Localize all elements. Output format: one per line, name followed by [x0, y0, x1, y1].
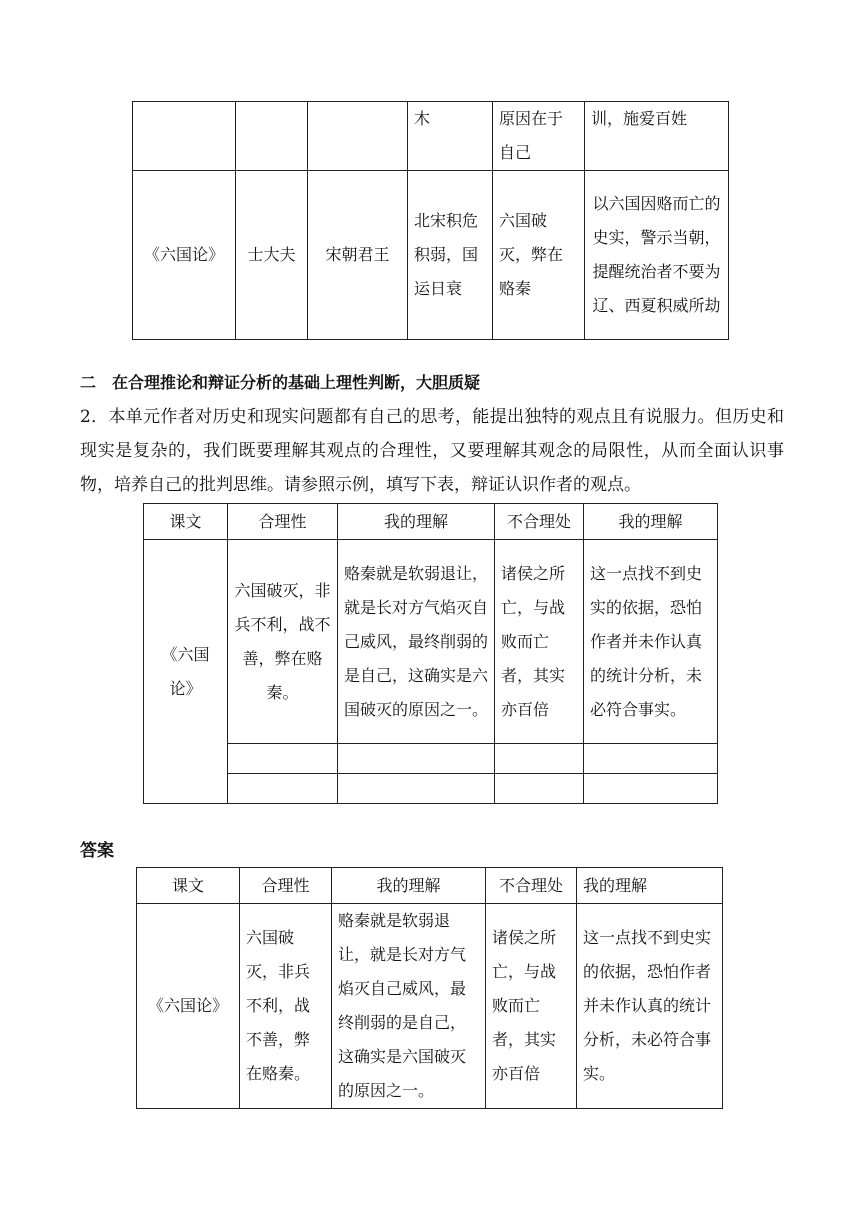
cell: 这一点找不到史实的依据，恐怕作者并未作认真的统计分析，未必符合事实。 [584, 540, 718, 744]
cell: 赂秦就是软弱退让，就是长对方气焰灭自己威风，最终削弱的是自己，这确实是六国破灭的原因之一。 [332, 904, 486, 1109]
empty-cell[interactable] [495, 744, 584, 774]
cell: 诸侯之所亡，与战败而亡者，其实亦百倍 [495, 540, 584, 744]
column-header: 我的理解 [577, 868, 723, 904]
empty-cell[interactable] [584, 744, 718, 774]
column-header: 课文 [137, 868, 240, 904]
empty-cell[interactable] [495, 774, 584, 804]
answer-label: 答案 [80, 841, 114, 861]
cell [308, 102, 408, 171]
cell: 六国破灭，非兵不利，战不善，弊在赂秦。 [240, 904, 332, 1109]
exercise-table [143, 503, 718, 804]
column-header: 我的理解 [332, 868, 486, 904]
cell: 六国破灭，非兵不利，战不善，弊在赂秦。 [228, 540, 338, 744]
cell: 赂秦就是软弱退让，就是长对方气焰灭自己威风，最终削弱的是自己，这确实是六国破灭的原因之一。 [338, 540, 495, 744]
cell: 以六国因赂而亡的史实，警示当朝，提醒统治者不要为辽、西夏积威所劫 [585, 171, 729, 340]
cell: 六国破灭，弊在赂秦 [493, 171, 585, 340]
cell: 士大夫 [236, 171, 308, 340]
empty-cell[interactable] [584, 774, 718, 804]
text-title-cell: 《六国论》 [144, 540, 228, 804]
cell: 宋朝君王 [308, 171, 408, 340]
empty-cell[interactable] [338, 744, 495, 774]
cell: 这一点找不到史实的依据，恐怕作者并未作认真的统计分析，未必符合事实。 [577, 904, 723, 1109]
empty-cell[interactable] [228, 774, 338, 804]
cell [133, 102, 236, 171]
text-title-cell: 《六国论》 [137, 904, 240, 1109]
table-row [137, 904, 723, 1109]
column-header: 我的理解 [584, 504, 718, 540]
column-header: 我的理解 [338, 504, 495, 540]
empty-row [144, 774, 718, 804]
column-header: 合理性 [240, 868, 332, 904]
answer-table [136, 867, 723, 1109]
section-heading: 二 在合理推论和辩证分析的基础上理性判断，大胆质疑 [80, 373, 481, 392]
column-header: 不合理处 [486, 868, 577, 904]
empty-row [144, 744, 718, 774]
empty-cell[interactable] [228, 744, 338, 774]
table-header-row [137, 868, 723, 904]
column-header: 合理性 [228, 504, 338, 540]
empty-cell[interactable] [338, 774, 495, 804]
cell: 木 [408, 102, 493, 171]
table-row [133, 102, 729, 171]
cell: 训，施爱百姓 [585, 102, 729, 171]
cell: 诸侯之所亡，与战败而亡者，其实亦百倍 [486, 904, 577, 1109]
table-row [133, 171, 729, 340]
question-text: 2．本单元作者对历史和现实问题都有自己的思考，能提出独特的观点且有说服力。但历史和现实是复杂的，我们既要理解其观点的合理性，又要理解其观念的局限性，从而全面认识事物，培养自己的批判思维。请参照示例，填写下表，辩证认识作者的观点。 [80, 407, 784, 495]
column-header: 不合理处 [495, 504, 584, 540]
cell: 北宋积危积弱，国运日衰 [408, 171, 493, 340]
column-header: 课文 [144, 504, 228, 540]
table-row [144, 540, 718, 744]
table-header-row [144, 504, 718, 540]
cell [236, 102, 308, 171]
text-title-cell: 《六国论》 [133, 171, 236, 340]
table-continuation [132, 101, 729, 340]
cell: 原因在于自己 [493, 102, 585, 171]
